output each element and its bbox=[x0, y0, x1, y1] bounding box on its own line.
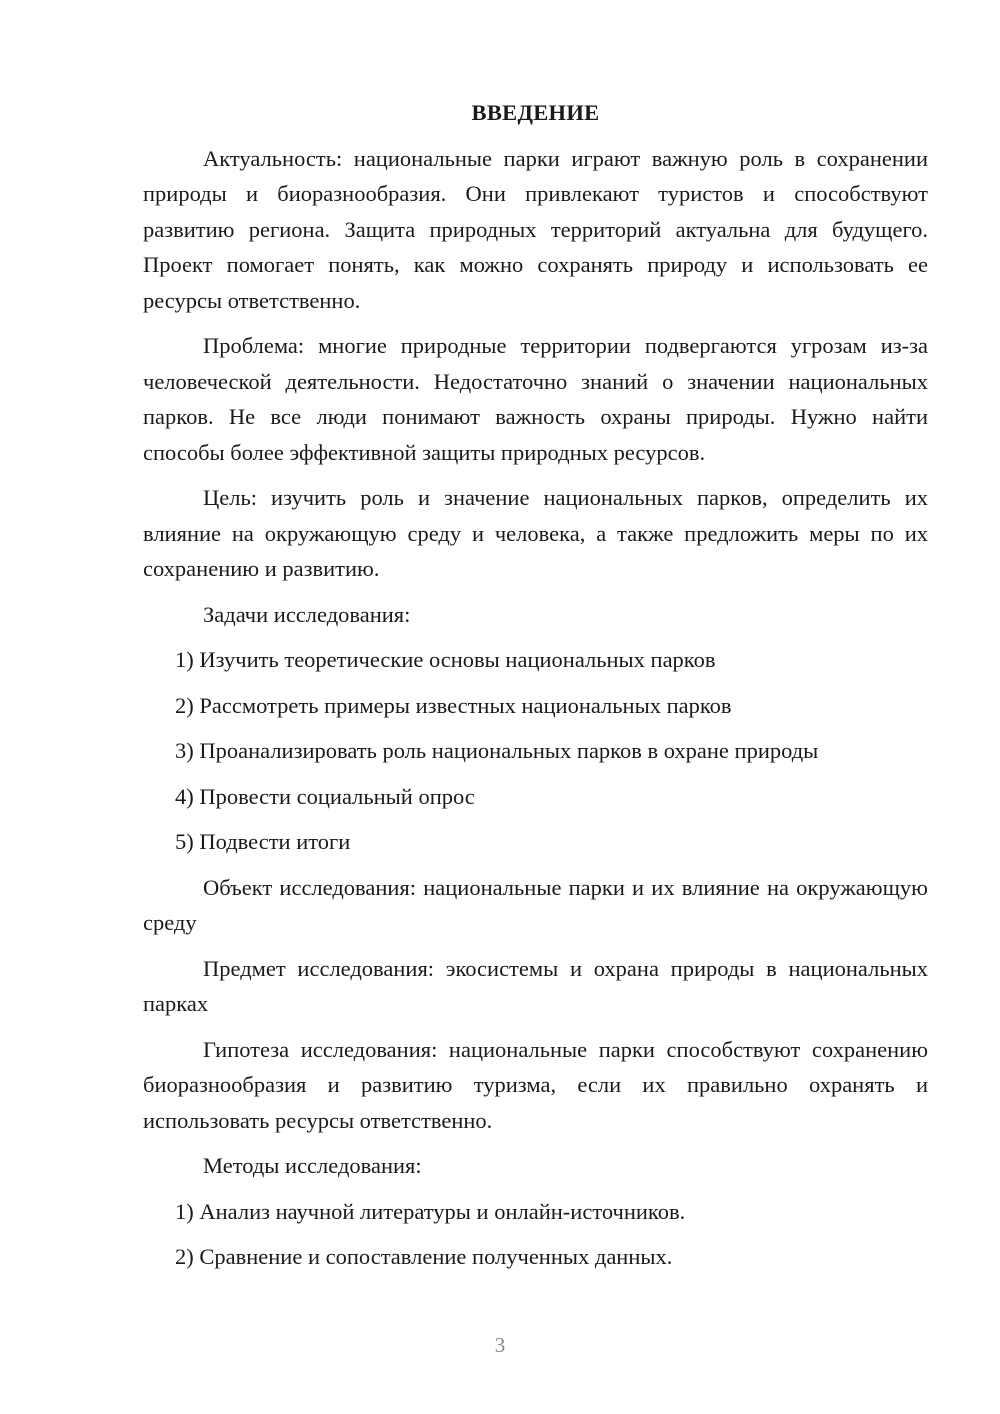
subject-paragraph: Предмет исследования: экосистемы и охрана природы в национальных парках bbox=[143, 955, 928, 1016]
hypothesis-paragraph: Гипотеза исследования: национальные парки способствуют сохранению биоразнообразия и развитию туризма, если их правильно охранять и использовать ресурсы ответственно. bbox=[143, 1036, 928, 1133]
task-item: 5) Подвести итоги bbox=[175, 829, 351, 854]
object-paragraph: Объект исследования: национальные парки и их влияние на окружающую среду bbox=[143, 874, 928, 935]
goal-paragraph: Цель: изучить роль и значение национальных парков, определить их влияние на окружающую среду и человека, а также предложить меры по их сохранению и развитию. bbox=[143, 485, 928, 581]
relevance-paragraph: Актуальность: национальные парки играют важную роль в сохранении природы и биоразнообразия. Они привлекают туристов и способствуют развитию региона. Защита природных территорий актуальна для будущего. Проект помогает понять, как можно сохранять природу и использовать ее ресурсы ответственно. bbox=[143, 145, 928, 313]
task-item: 1) Изучить теоретические основы национальных парков bbox=[175, 647, 716, 672]
task-item: 3) Проанализировать роль национальных парков в охране природы bbox=[175, 738, 819, 763]
method-item: 2) Сравнение и сопоставление полученных данных. bbox=[175, 1244, 673, 1269]
tasks-heading: Задачи исследования: bbox=[203, 601, 411, 627]
task-item: 2) Рассмотреть примеры известных национальных парков bbox=[175, 692, 732, 718]
methods-list bbox=[143, 1194, 928, 1275]
page-number: 3 bbox=[494, 1333, 506, 1357]
section-title: ВВЕДЕНИЕ bbox=[471, 100, 600, 125]
methods-heading: Методы исследования: bbox=[203, 1153, 422, 1178]
problem-paragraph: Проблема: многие природные территории подвергаются угрозам из-за человеческой деятельности. Недостаточно знаний о значении национальных парков. Не все люди понимают важность охраны природы. Нужно найти способы более эффективной защиты природных ресурсов. bbox=[143, 333, 928, 465]
document-page bbox=[143, 95, 928, 1285]
task-item: 4) Провести социальный опрос bbox=[175, 783, 475, 809]
tasks-list bbox=[143, 642, 928, 860]
method-item: 1) Анализ научной литературы и онлайн-источников. bbox=[175, 1198, 686, 1224]
